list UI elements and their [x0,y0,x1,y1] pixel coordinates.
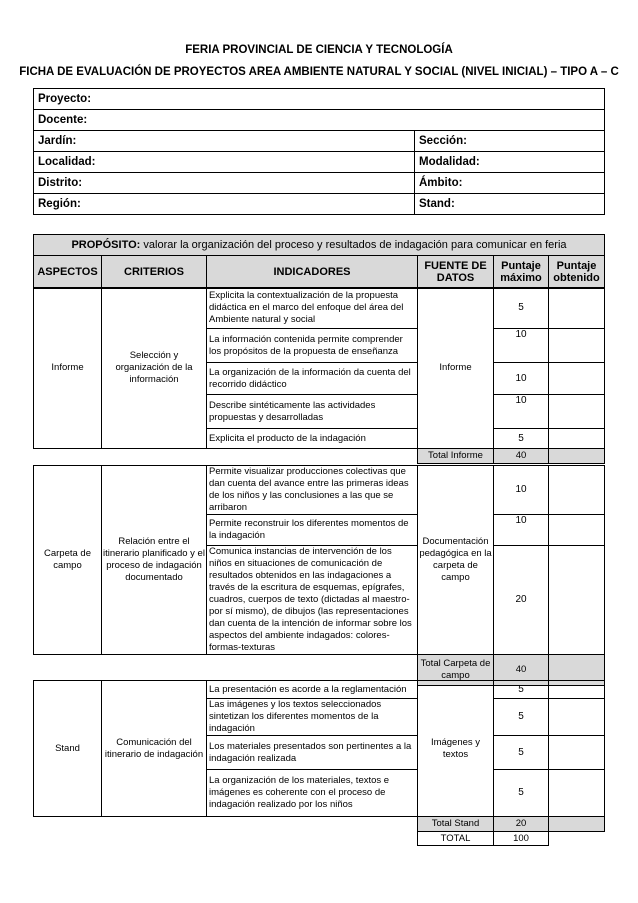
stand-obtained-4[interactable] [549,770,605,817]
informe-score-4: 10 [494,395,549,429]
stand-section [33,680,605,846]
stand-score-3: 5 [494,736,549,770]
seccion-field[interactable]: Sección: [415,131,605,152]
docente-field[interactable]: Docente: [34,110,605,131]
informe-aspecto: Informe [34,288,102,449]
ambito-field[interactable]: Ámbito: [415,173,605,194]
carpeta-indicador-1: Permite visualizar producciones colectivas que dan cuenta del avance entre las primeras ideas de los niños y las conclusiones a las que se arribaron [207,466,418,515]
col-aspectos: ASPECTOS [34,256,102,289]
stand-score-1: 5 [494,681,549,699]
informe-section [33,287,605,464]
carpeta-indicador-2: Permite reconstruir los diferentes momentos de la indagación [207,515,418,546]
stand-score-2: 5 [494,699,549,736]
stand-obtained-3[interactable] [549,736,605,770]
jardin-field[interactable]: Jardín: [34,131,415,152]
project-info-table [33,88,605,215]
stand-score-4: 5 [494,770,549,817]
proposito-text: valorar la organización del proceso y resultados de indagación para comunicar en feria [140,239,567,251]
modalidad-field[interactable]: Modalidad: [415,152,605,173]
proposito-row [34,235,605,256]
carpeta-total: 40 [494,655,549,686]
evaluation-header-table [33,234,605,289]
col-maximo: Puntaje máximo [494,256,549,289]
informe-obtained-2[interactable] [549,329,605,363]
stand-total: 20 [494,817,549,832]
stand-aspecto: Stand [34,681,102,817]
carpeta-indicador-3: Comunica instancias de intervención de los niños en situaciones de comunicación de resultados obtenidos en las indagaciones a través de la escritura de esquemas, epígrafes, cuadros, cuerpos de texto (dictadas al maestro- por sí mismo), de dibujos (las representaciones dan cuenta de la intención de informar sobre los aspectos del ambiente indagados: colores- formas-texturas [207,546,418,655]
stand-obtained-1[interactable] [549,681,605,699]
informe-obtained-5[interactable] [549,429,605,449]
carpeta-obtained-1[interactable] [549,466,605,515]
informe-score-1: 5 [494,288,549,329]
stand-field[interactable]: Stand: [415,194,605,215]
distrito-field[interactable]: Distrito: [34,173,415,194]
informe-criterio: Selección y organización de la información [102,288,207,449]
stand-obtained-2[interactable] [549,699,605,736]
carpeta-score-1: 10 [494,466,549,515]
page-title: FERIA PROVINCIAL DE CIENCIA Y TECNOLOGÍA [185,44,453,56]
col-indicadores: INDICADORES [207,256,418,289]
page-subtitle: FICHA DE EVALUACIÓN DE PROYECTOS AREA AMBIENTE NATURAL Y SOCIAL (NIVEL INICIAL) – TIPO A – C [19,66,619,78]
grand-total: 100 [494,832,549,846]
carpeta-fuente: Documentación pedagógica en la carpeta de campo [418,466,494,655]
carpeta-obtained-3[interactable] [549,546,605,655]
carpeta-obtained-2[interactable] [549,515,605,546]
informe-obtained-1[interactable] [549,288,605,329]
stand-indicador-4: La organización de los materiales, textos e imágenes es coherente con el proceso de indagación realizado por los niños [207,770,418,817]
informe-score-2: 10 [494,329,549,363]
col-obtenido: Puntaje obtenido [549,256,605,289]
informe-score-5: 5 [494,429,549,449]
informe-total-obtained[interactable] [549,449,605,464]
stand-criterio: Comunicación del itinerario de indagación [102,681,207,817]
carpeta-score-2: 10 [494,515,549,546]
informe-obtained-4[interactable] [549,395,605,429]
stand-indicador-2: Las imágenes y los textos seleccionados sintetizan los diferentes momentos de la indagación [207,699,418,736]
col-criterios: CRITERIOS [102,256,207,289]
proposito-label: PROPÓSITO: [71,239,141,251]
stand-indicador-1: La presentación es acorde a la reglamentación [207,681,418,699]
proyecto-field[interactable]: Proyecto: [34,89,605,110]
informe-indicador-3: La organización de la información da cuenta del recorrido didáctico [207,363,418,395]
stand-indicador-3: Los materiales presentados son pertinentes a la indagación realizada [207,736,418,770]
carpeta-total-label: Total Carpeta de campo [418,655,494,686]
carpeta-score-3: 20 [494,546,549,655]
stand-total-obtained[interactable] [549,817,605,832]
informe-total: 40 [494,449,549,464]
informe-indicador-1: Explicita la contextualización de la propuesta didáctica en el marco del enfoque del área del Ambiente natural y social [207,288,418,329]
informe-total-label: Total Informe [418,449,494,464]
stand-total-label: Total Stand [418,817,494,832]
localidad-field[interactable]: Localidad: [34,152,415,173]
informe-indicador-2: La información contenida permite comprender los propósitos de la propuesta de enseñanza [207,329,418,363]
carpeta-section [33,465,605,686]
carpeta-aspecto: Carpeta de campo [34,466,102,655]
grand-total-label: TOTAL [418,832,494,846]
region-field[interactable]: Región: [34,194,415,215]
informe-fuente: Informe [418,288,494,449]
informe-obtained-3[interactable] [549,363,605,395]
carpeta-criterio: Relación entre el itinerario planificado y el proceso de indagación documentado [102,466,207,655]
stand-fuente: Imágenes y textos [418,681,494,817]
informe-indicador-4: Describe sintéticamente las actividades propuestas y desarrolladas [207,395,418,429]
informe-score-3: 10 [494,363,549,395]
col-fuente: FUENTE DE DATOS [418,256,494,289]
informe-indicador-5: Explicita el producto de la indagación [207,429,418,449]
